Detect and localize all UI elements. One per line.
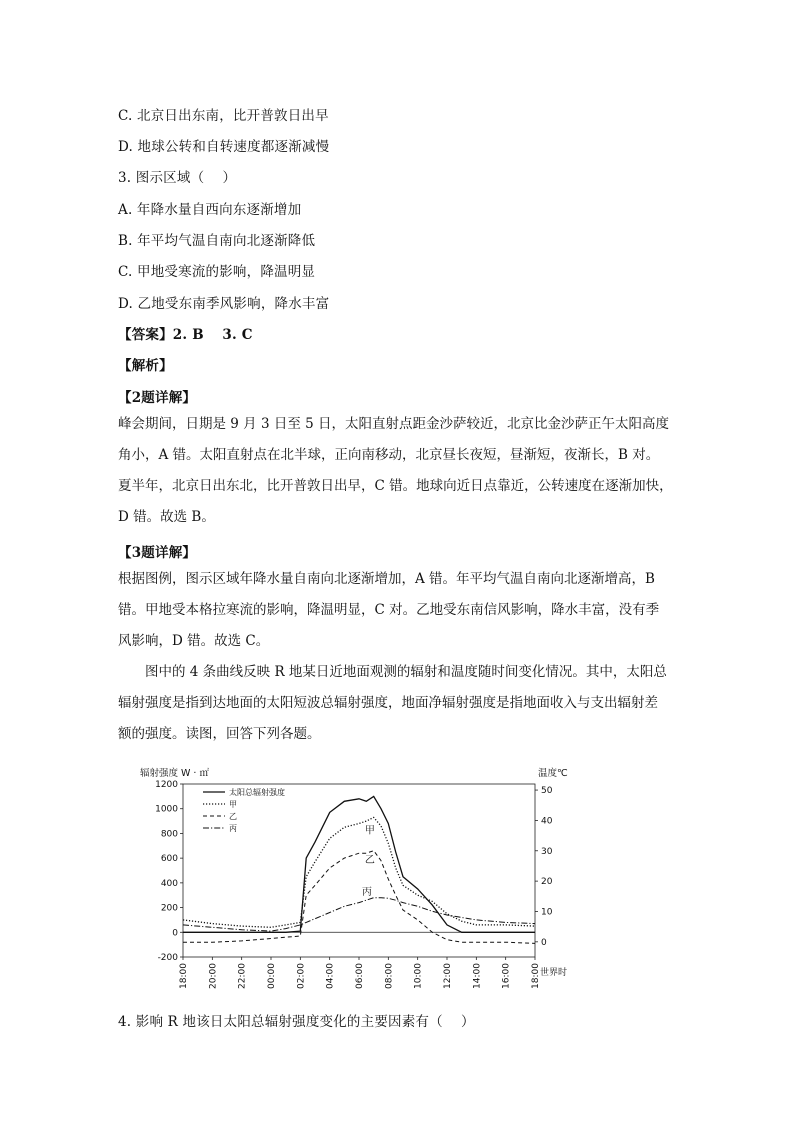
q3-detail-line: 错。甲地受本格拉寒流的影响，降温明显，C 对。乙地受东南信风影响，降水丰富，没有季: [118, 602, 660, 618]
x-tick-label: 02:00: [296, 963, 307, 989]
x-tick-label: 12:00: [443, 963, 453, 989]
x-tick-label: 04:00: [325, 963, 336, 989]
y2-tick-label: 40: [541, 816, 553, 827]
analysis-heading: 【解析】: [118, 358, 173, 374]
x-axis-title: 世界时: [540, 968, 568, 978]
x-tick-label: 18:00: [531, 963, 541, 989]
x-tick-label: 14:00: [472, 963, 483, 989]
series-label-jia: 甲: [364, 825, 375, 837]
x-tick-label: 20:00: [208, 963, 219, 989]
x-tick-label: 10:00: [413, 963, 424, 989]
y2-tick-label: 10: [541, 907, 553, 918]
q3-option-c: C. 甲地受寒流的影响，降温明显: [118, 264, 316, 280]
legend-entry: 丙: [229, 824, 237, 833]
y-tick-label: 200: [160, 903, 178, 914]
q2-detail-line: D 错。故选 B。: [118, 509, 215, 525]
right-axis-title: 温度℃: [538, 768, 568, 779]
q2-detail-heading: 【2题详解】: [118, 390, 197, 406]
q3-option-b: B. 年平均气温自南向北逐渐降低: [118, 233, 316, 249]
q3-option-d: D. 乙地受东南季风影响，降水丰富: [118, 296, 330, 312]
legend-entry: 甲: [229, 800, 237, 809]
y2-tick-label: 0: [541, 937, 547, 948]
series-label-bing: 丙: [361, 887, 372, 899]
answer-line: 【答案】2. B 3. C: [118, 327, 253, 343]
y-tick-label: 1000: [155, 804, 178, 815]
legend: [203, 787, 285, 833]
option-d-q2: D. 地球公转和自转速度都逐渐减慢: [118, 139, 330, 155]
y-tick-label: -200: [157, 953, 178, 963]
x-tick-label: 18:00: [179, 963, 189, 989]
y2-tick-label: 30: [541, 846, 553, 857]
x-tick-label: 22:00: [237, 963, 248, 989]
q2-detail-paragraph: [118, 409, 678, 533]
q3-option-a: A. 年降水量自西向东逐渐增加: [118, 202, 302, 218]
x-tick-label: 16:00: [501, 963, 512, 989]
intro-line: 辐射强度是指到达地面的太阳短波总辐射强度，地面净辐射强度是指地面收入与支出辐射差: [118, 695, 658, 711]
radiation-temperature-chart: [140, 762, 600, 1002]
legend-entry: 乙: [229, 812, 237, 821]
series-label-yi: 乙: [364, 855, 375, 867]
option-c-q2: C. 北京日出东南，比开普敦日出早: [118, 108, 329, 124]
q3-stem: 3. 图示区域（ ）: [118, 170, 237, 186]
q4-stem: 4. 影响 R 地该日太阳总辐射强度变化的主要因素有（ ）: [118, 1014, 475, 1030]
q3-detail-line: 风影响，D 错。故选 C。: [118, 633, 270, 649]
x-tick-label: 00:00: [267, 963, 277, 989]
y-tick-label: 800: [160, 829, 178, 840]
y-tick-label: 0: [172, 928, 178, 939]
legend-entry: 太阳总辐射强度: [229, 788, 285, 797]
q2-detail-line: 夏半年，北京日出东北，比开普敦日出早，C 错。地球向近日点靠近，公转速度在逐渐加快，: [118, 478, 673, 494]
series-line-dashdot: [183, 898, 535, 931]
intro-line: 额的强度。读图，回答下列各题。: [118, 726, 321, 742]
y-tick-label: 400: [160, 878, 178, 889]
q2-detail-line: 角小，A 错。太阳直射点在北半球，正向南移动，北京昼长夜短，昼渐短，夜渐长，B 对。: [118, 447, 660, 463]
y-tick-label: 600: [160, 854, 178, 865]
left-axis-title: 辐射强度 W · ㎡: [140, 768, 209, 779]
y2-tick-label: 20: [541, 877, 553, 888]
q3-detail-line: 根据图例，图示区域年降水量自南向北逐渐增加，A 错。年平均气温自南向北逐渐增高，B: [118, 571, 655, 587]
intro-line: 图中的 4 条曲线反映 R 地某日近地面观测的辐射和温度随时间变化情况。其中，太阳总: [118, 664, 667, 680]
q3-detail-paragraph: [118, 564, 678, 657]
y2-tick-label: 50: [541, 786, 553, 797]
x-tick-label: 08:00: [384, 963, 395, 989]
intro-paragraph: [118, 657, 678, 750]
q3-detail-heading: 【3题详解】: [118, 545, 197, 561]
y-tick-label: 1200: [155, 780, 178, 790]
series-line-dotted: [183, 817, 535, 927]
q2-detail-line: 峰会期间，日期是 9 月 3 日至 5 日，太阳直射点距金沙萨较近，北京比金沙萨正午太阳高度: [118, 416, 670, 432]
plot-frame: [183, 784, 535, 957]
x-tick-label: 06:00: [355, 963, 365, 989]
